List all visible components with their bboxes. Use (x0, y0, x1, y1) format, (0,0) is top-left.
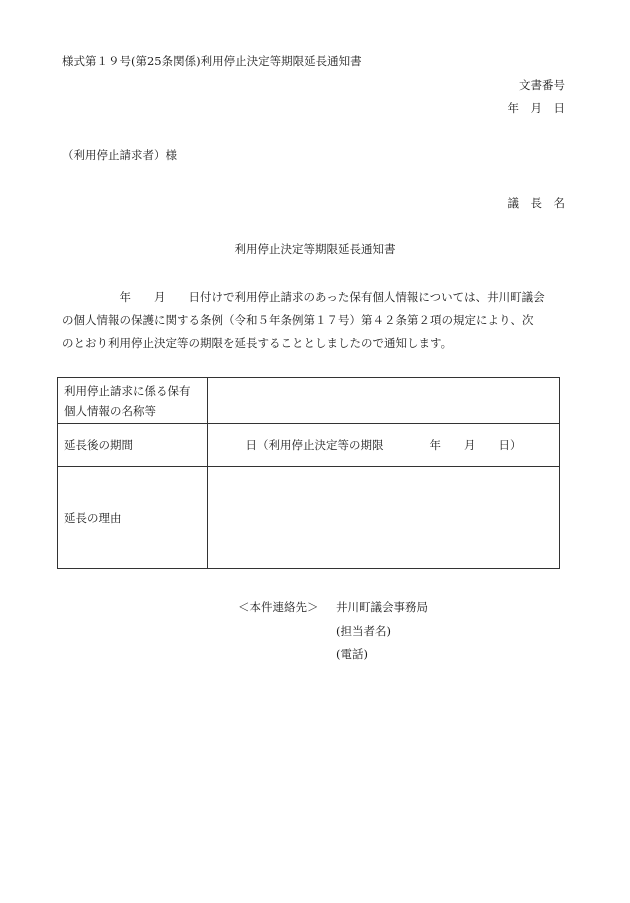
form-number: 様式第１９号(第25条関係)利用停止決定等期限延長通知書 (62, 54, 362, 68)
date-label: 年 月 日 (507, 101, 565, 115)
body-line-3: のとおり利用停止決定等の期限を延長することとしましたので通知します。 (62, 336, 453, 350)
extended-period-label: 延長後の期間 (58, 424, 208, 467)
table-row (58, 424, 560, 467)
info-name-label-line-1: 利用停止請求に係る保有 (64, 383, 191, 398)
table-row (58, 467, 560, 569)
body-line-1: 年 月 日付けで利用停止請求のあった保有個人情報については、井川町議会 (62, 290, 545, 304)
contact-label: ＜本件連絡先＞ (238, 600, 319, 614)
info-name-value (208, 378, 560, 424)
contact-person: (担当者名) (336, 624, 391, 638)
extension-reason-value (208, 467, 560, 569)
info-name-label (58, 378, 208, 424)
contact-organization: 井川町議会事務局 (336, 600, 428, 614)
extension-reason-label: 延長の理由 (58, 467, 208, 569)
notice-body (62, 286, 567, 355)
addressee: （利用停止請求者）様 (62, 148, 177, 162)
extended-period-value: 日（利用停止決定等の期限 年 月 日） (208, 424, 560, 467)
document-title: 利用停止決定等期限延長通知書 (234, 242, 396, 256)
info-name-label-line-2: 個人情報の名称等 (64, 403, 156, 418)
table-row (58, 378, 560, 424)
sender-name: 議 長 名 (507, 196, 565, 210)
contact-phone: (電話) (336, 647, 368, 661)
extension-details-table (57, 377, 560, 569)
document-number-label: 文書番号 (519, 78, 565, 92)
body-line-2: の個人情報の保護に関する条例（令和５年条例第１７号）第４２条第２項の規定により、次 (62, 313, 534, 327)
